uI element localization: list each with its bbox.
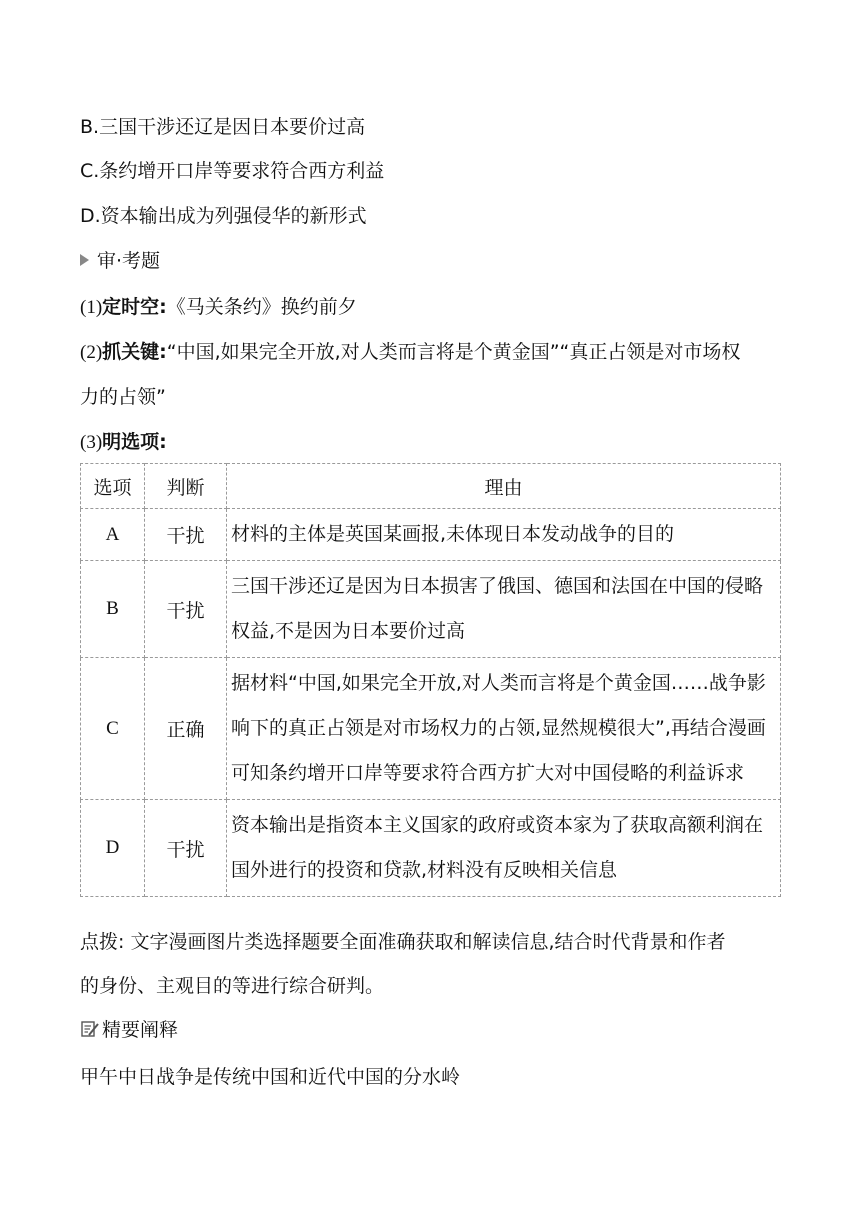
row-judgment: 干扰 [145,561,227,658]
explain-heading-text: 精要阐释 [102,1019,179,1041]
row-reason: 据材料“中国,如果完全开放,对人类而言将是个黄金国……战争影响下的真正占领是对市场权力的占领,显然规模很大”,再结合漫画可知条约增开口岸等要求符合西方扩大对中国侵略的利益诉求 [227,658,781,800]
explain-heading [80,1018,178,1042]
row-option: C [81,658,145,800]
review-item-key-cont: 力的占领” [80,386,166,408]
row-judgment: 正确 [145,658,227,800]
item-label: 定时空: [102,296,167,318]
row-judgment: 干扰 [145,800,227,897]
table-row [81,658,781,800]
row-judgment: 干扰 [145,509,227,561]
explain-body: 甲午中日战争是传统中国和近代中国的分水岭 [80,1066,461,1088]
tip-line-2: 的身份、主观目的等进行综合研判。 [80,975,385,997]
tip-line-1: 点拨: 文字漫画图片类选择题要全面准确获取和解读信息,结合时代背景和作者 [80,931,726,953]
table-row [81,509,781,561]
options-analysis-table [80,463,781,897]
option-c: C.条约增开口岸等要求符合西方利益 [80,160,385,182]
row-reason: 材料的主体是英国某画报,未体现日本发动战争的目的 [227,509,781,561]
review-item-key [80,340,740,365]
row-reason: 资本输出是指资本主义国家的政府或资本家为了获取高额利润在国外进行的投资和贷款,材料没有反映相关信息 [227,800,781,897]
item-label: 抓关键: [102,341,167,363]
row-option: A [81,509,145,561]
table-row [81,800,781,897]
review-heading-text: 审·考题 [97,250,161,272]
review-heading [80,249,160,273]
header-reason: 理由 [227,464,781,509]
review-item-options [80,430,167,455]
option-d: D.资本输出成为列强侵华的新形式 [80,205,367,227]
header-option: 选项 [81,464,145,509]
item-number: (1) [80,297,103,318]
pencil-note-icon [80,1019,100,1039]
item-text: “中国,如果完全开放,对人类而言将是个黄金国”“真正占领是对市场权 [166,341,741,363]
table-header-row [81,464,781,509]
row-reason: 三国干涉还辽是因为日本损害了俄国、德国和法国在中国的侵略权益,不是因为日本要价过高 [227,561,781,658]
header-judgment: 判断 [145,464,227,509]
row-option: B [81,561,145,658]
triangle-marker-icon [80,254,89,266]
item-label: 明选项: [102,431,167,453]
option-b: B.三国干涉还辽是因日本要价过高 [80,116,366,138]
review-item-time [80,295,357,320]
row-option: D [81,800,145,897]
item-text: 《马关条约》换约前夕 [166,296,357,318]
item-number: (3) [80,432,103,453]
table-row [81,561,781,658]
item-number: (2) [80,342,103,363]
